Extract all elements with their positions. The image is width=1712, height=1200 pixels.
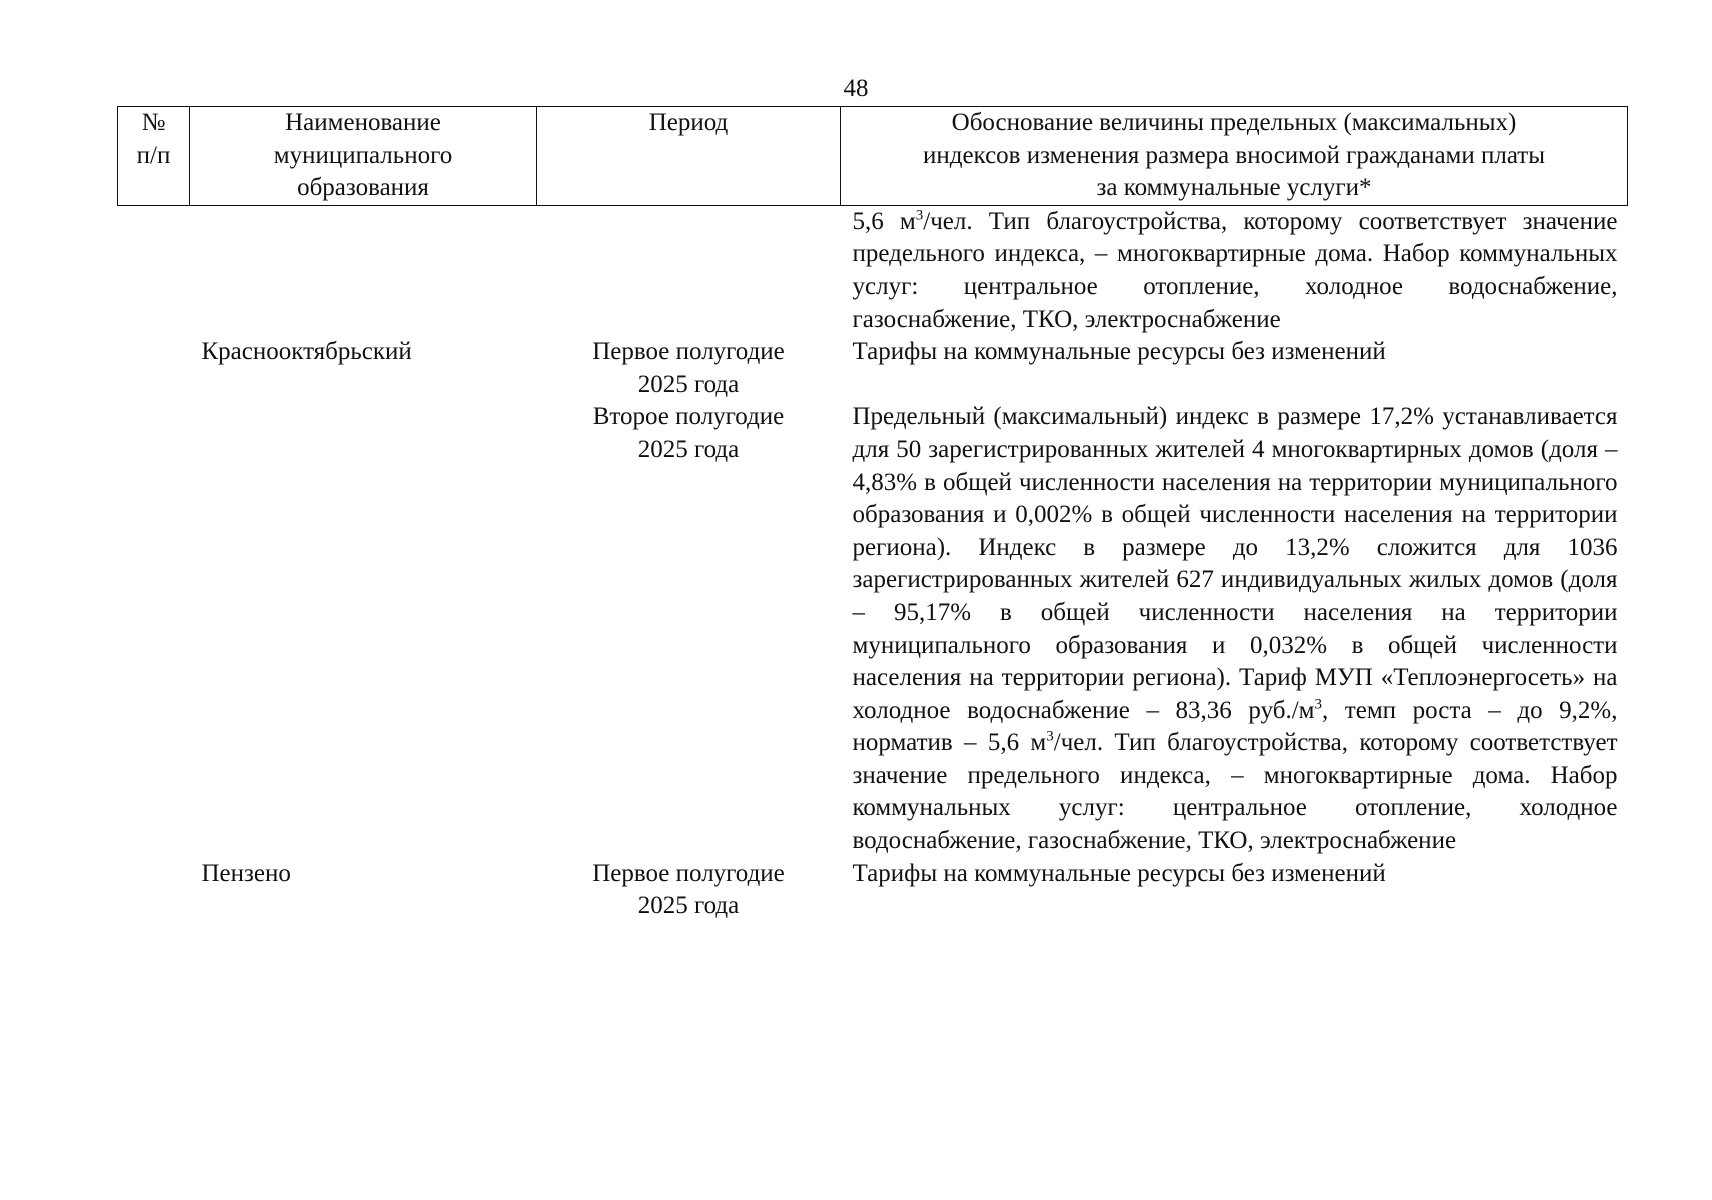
- table-row: [118, 336, 1628, 401]
- continuation-superscript: 3: [915, 207, 924, 224]
- header-municipality-line-1: Наименование: [285, 109, 441, 136]
- period-line-1: Первое полугодие: [592, 338, 785, 366]
- header-justification-line-2: индексов изменения размера вносимой гражданами платы: [922, 141, 1546, 169]
- table-row: [118, 401, 1628, 857]
- header-number-line-1: №: [141, 109, 166, 136]
- cell-period: [537, 401, 841, 857]
- cell-justification: Тарифы на коммунальные ресурсы без изменений: [852, 859, 1386, 887]
- cell-number: [118, 858, 190, 923]
- continuation-text-2: /чел. Тип благоустройства, которому соответствует значение предельного индекса, – многоквартирные дома. Набор коммунальных услуг: центральное отопление, холодное водоснабжение, газоснабжение, ТКО, электроснабжение: [852, 207, 1618, 333]
- cell-municipality: [190, 401, 537, 857]
- header-justification: [841, 107, 1628, 206]
- header-number-line-2: п/п: [136, 141, 171, 169]
- period-line-1: Первое полугодие: [592, 859, 785, 887]
- cell-justification: [841, 401, 1628, 857]
- header-period: [537, 107, 841, 206]
- header-municipality: [190, 107, 537, 206]
- cell-municipality: Краснооктябрьский: [201, 338, 412, 366]
- period-line-2: 2025 года: [637, 435, 740, 463]
- justification-text-2: , темп роста – до 9,2%, норматив – 5,6 м: [852, 696, 1618, 757]
- cell-number: [118, 401, 190, 857]
- cell-period: [537, 858, 841, 923]
- superscript-cubic-1: 3: [1314, 696, 1322, 713]
- header-municipality-line-3: образования: [297, 174, 429, 202]
- tariff-index-table: [117, 106, 1628, 923]
- continuation-text-1: 5,6 м: [852, 207, 916, 235]
- header-period-line-1: Период: [648, 109, 729, 136]
- cell-justification-continuation: [841, 205, 1628, 336]
- cell-justification: Тарифы на коммунальные ресурсы без изменений: [852, 338, 1386, 366]
- table-row: [118, 858, 1628, 923]
- header-justification-line-1: Обоснование величины предельных (максимальных): [951, 109, 1517, 136]
- cell-municipality: Пензено: [201, 859, 291, 887]
- cell-period: [537, 205, 841, 336]
- period-line-1: Второе полугодие: [592, 403, 785, 431]
- header-municipality-line-2: муниципального: [273, 141, 453, 169]
- cell-municipality: [190, 205, 537, 336]
- header-justification-line-3: за коммунальные услуги*: [1096, 174, 1372, 202]
- justification-text-3: /чел. Тип благоустройства, которому соответствует значение предельного индекса, – многоквартирные дома. Набор коммунальных услуг: центральное отопление, холодное водоснабжение, газоснабжение, ТКО, электроснабжение: [852, 729, 1618, 855]
- cell-number: [118, 336, 190, 401]
- table-header-row: [118, 107, 1628, 206]
- justification-text-1: Предельный (максимальный) индекс в размере 17,2% устанавливается для 50 зарегистрированных жителей 4 многоквартирных домов (доля – 4,83% в общей численности населения на территории муниципального образования и 0,002% в общей численности населения на территории региона). Индекс в размере до 13,2% сложится для 1036 зарегистрированных жителей 627 индивидуальных жилых домов (доля – 95,17% в общей численности населения на территории муниципального образования и 0,032% в общей численности населения на территории региона). Тариф МУП «Теплоэнергосеть» на холодное водоснабжение – 83,36 руб./м: [852, 403, 1618, 724]
- period-line-2: 2025 года: [637, 892, 740, 920]
- page-number: 48: [843, 75, 869, 102]
- period-line-2: 2025 года: [637, 370, 740, 398]
- table-row-continuation: [118, 205, 1628, 336]
- superscript-cubic-2: 3: [1046, 728, 1054, 745]
- cell-number: [118, 205, 190, 336]
- header-number: [118, 107, 190, 206]
- cell-period: [537, 336, 841, 401]
